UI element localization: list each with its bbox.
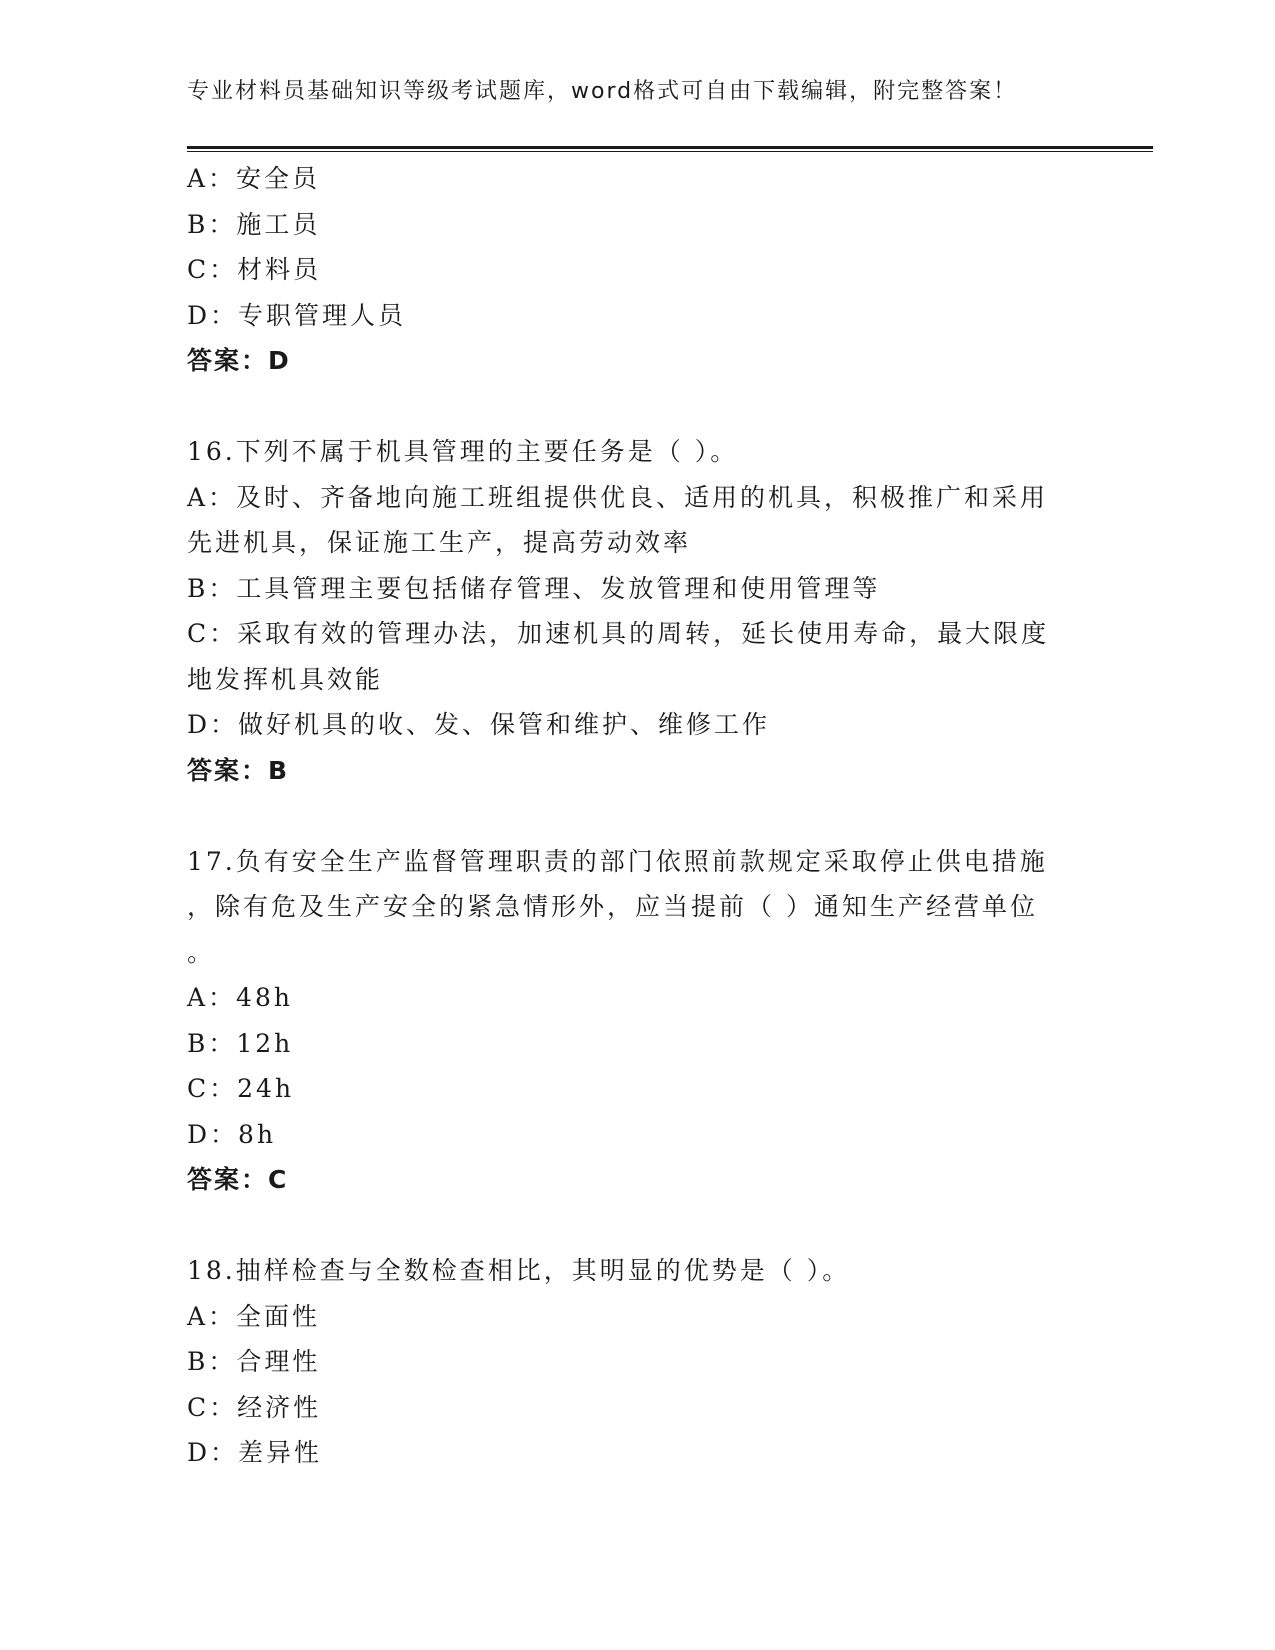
question-15-tail [187, 156, 1087, 384]
option-a: A：48h [187, 983, 293, 1012]
question-content [187, 156, 1087, 1476]
option-c: C：24h [187, 1074, 295, 1103]
spacer [187, 1203, 1087, 1249]
question-stem-line-1: 17.负有安全生产监督管理职责的部门依照前款规定采取停止供电措施 [187, 846, 1048, 876]
answer-line: 答案：B [187, 755, 290, 785]
spacer [187, 384, 1087, 430]
option-a: A：安全员 [187, 164, 321, 193]
spacer [187, 793, 1087, 839]
page-header: 专业材料员基础知识等级考试题库，word格式可自由下载编辑，附完整答案！ [187, 79, 1018, 104]
option-a: A：全面性 [187, 1301, 321, 1331]
option-b: B：工具管理主要包括储存管理、发放管理和使用管理等 [187, 573, 881, 603]
option-d: D：差异性 [187, 1438, 323, 1467]
option-b: B：12h [187, 1028, 294, 1058]
option-b: B：施工员 [187, 209, 321, 239]
option-b: B：合理性 [187, 1347, 321, 1376]
header-rule-thin [187, 151, 1153, 152]
option-c: C：采取有效的管理办法，加速机具的周转，延长使用寿命，最大限度 [187, 619, 1050, 648]
option-c: C：材料员 [187, 255, 322, 284]
answer-line: 答案：D [187, 346, 291, 375]
question-stem-line-2: ，除有危及生产安全的紧急情形外，应当提前（ ）通知生产经营单位 [187, 892, 1038, 921]
option-d: D：专职管理人员 [187, 300, 407, 330]
option-d: D：8h [187, 1119, 277, 1149]
question-stem: 18.抽样检查与全数检查相比，其明显的优势是（ ）。 [187, 1256, 851, 1285]
question-16 [187, 429, 1087, 793]
option-c: C：经济性 [187, 1392, 322, 1422]
question-18 [187, 1248, 1087, 1476]
header-rule-thick [187, 146, 1153, 149]
answer-line: 答案：C [187, 1165, 289, 1194]
option-c-continued: 地发挥机具效能 [187, 664, 384, 694]
option-d: D：做好机具的收、发、保管和维护、维修工作 [187, 710, 771, 739]
question-stem-line-3: 。 [187, 937, 216, 967]
option-a-continued: 先进机具，保证施工生产，提高劳动效率 [187, 528, 692, 557]
question-stem: 16.下列不属于机具管理的主要任务是（ ）。 [187, 437, 739, 466]
option-a: A：及时、齐备地向施工班组提供优良、适用的机具，积极推广和采用 [187, 482, 1049, 512]
question-17 [187, 839, 1087, 1203]
